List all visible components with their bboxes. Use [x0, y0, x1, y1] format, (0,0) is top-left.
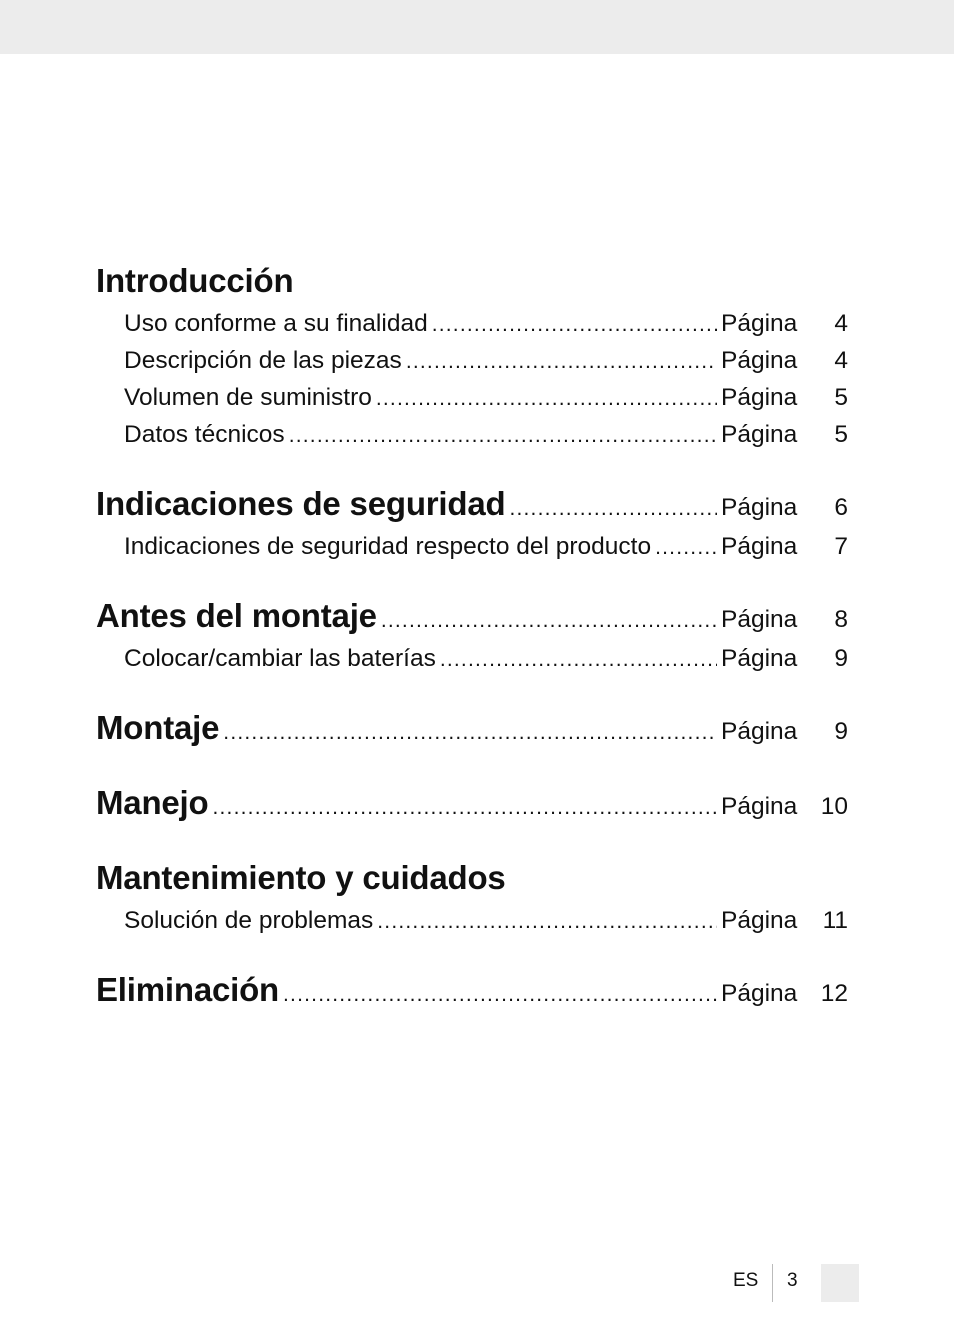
- dot-leader: [377, 910, 717, 934]
- toc-entry-label: Indicaciones de seguridad respecto del producto: [124, 533, 652, 560]
- page-edge-tab: [821, 1264, 859, 1302]
- toc-heading-introduccion[interactable]: [96, 262, 848, 310]
- dot-leader: [432, 313, 717, 337]
- toc-entry-label: Datos técnicos: [124, 421, 285, 448]
- page-label: Página: [721, 980, 798, 1007]
- page-footer: [0, 1264, 954, 1302]
- dot-leader: [509, 497, 717, 521]
- page-label: Página: [721, 533, 798, 560]
- dot-leader: [223, 721, 717, 745]
- page-label: Página: [721, 606, 798, 633]
- page-number: 7: [834, 533, 848, 560]
- toc-heading-mantenimiento-y-cuidados[interactable]: [96, 859, 848, 907]
- page-number: 11: [822, 907, 848, 934]
- page-number: 5: [834, 421, 848, 448]
- toc-heading-title: Antes del montaje: [96, 597, 377, 634]
- toc-entry[interactable]: [96, 347, 848, 384]
- dot-leader: [381, 609, 717, 633]
- toc-entry-label: Uso conforme a su finalidad: [124, 310, 428, 337]
- page-label: Página: [721, 421, 798, 448]
- top-band: [0, 0, 954, 54]
- dot-leader: [289, 424, 717, 448]
- toc-entry-label: Volumen de suministro: [124, 384, 372, 411]
- toc-heading-eliminacion[interactable]: [96, 971, 848, 1019]
- page-label: Página: [721, 718, 798, 745]
- toc-heading-title: Manejo: [96, 784, 209, 821]
- toc-heading-manejo[interactable]: [96, 784, 848, 832]
- toc-heading-indicaciones-de-seguridad[interactable]: [96, 485, 848, 533]
- toc-entry[interactable]: [96, 907, 848, 944]
- page-label: Página: [721, 384, 798, 411]
- page-number: 9: [834, 718, 848, 745]
- page-number: 5: [834, 384, 848, 411]
- toc-entry[interactable]: [96, 645, 848, 682]
- page-label: Página: [721, 494, 798, 521]
- table-of-contents: [96, 262, 848, 1019]
- page-number: 8: [834, 606, 848, 633]
- toc-entry-label: Solución de problemas: [124, 907, 374, 934]
- dot-leader: [212, 796, 717, 820]
- toc-entry-label: Colocar/cambiar las baterías: [124, 645, 436, 672]
- dot-leader: [376, 387, 717, 411]
- toc-heading-title: Eliminación: [96, 971, 280, 1008]
- page-label: Página: [721, 907, 798, 934]
- toc-entry[interactable]: [96, 533, 848, 570]
- footer-divider: [772, 1264, 773, 1302]
- language-code: ES: [733, 1270, 759, 1291]
- toc-heading-montaje[interactable]: [96, 709, 848, 757]
- toc-entry[interactable]: [96, 310, 848, 347]
- toc-heading-title: Indicaciones de seguridad: [96, 485, 506, 522]
- page-number: 12: [820, 980, 848, 1007]
- footer-page-number: 3: [787, 1270, 798, 1291]
- page-number: 6: [834, 494, 848, 521]
- toc-entry[interactable]: [96, 384, 848, 421]
- page-label: Página: [721, 645, 798, 672]
- toc-entry-label: Descripción de las piezas: [124, 347, 402, 374]
- page-label: Página: [721, 347, 798, 374]
- page-number: 4: [834, 310, 848, 337]
- page-number: 10: [820, 793, 848, 820]
- toc-heading-title: Montaje: [96, 709, 220, 746]
- toc-entry[interactable]: [96, 421, 848, 458]
- toc-heading-title: Introducción: [96, 262, 294, 299]
- toc-heading-title: Mantenimiento y cuidados: [96, 859, 506, 896]
- dot-leader: [406, 350, 717, 374]
- page-number: 9: [834, 645, 848, 672]
- dot-leader: [283, 983, 717, 1007]
- page-label: Página: [721, 310, 798, 337]
- page-label: Página: [721, 793, 798, 820]
- dot-leader: [655, 536, 717, 560]
- page-number: 4: [834, 347, 848, 374]
- dot-leader: [440, 648, 717, 672]
- toc-heading-antes-del-montaje[interactable]: [96, 597, 848, 645]
